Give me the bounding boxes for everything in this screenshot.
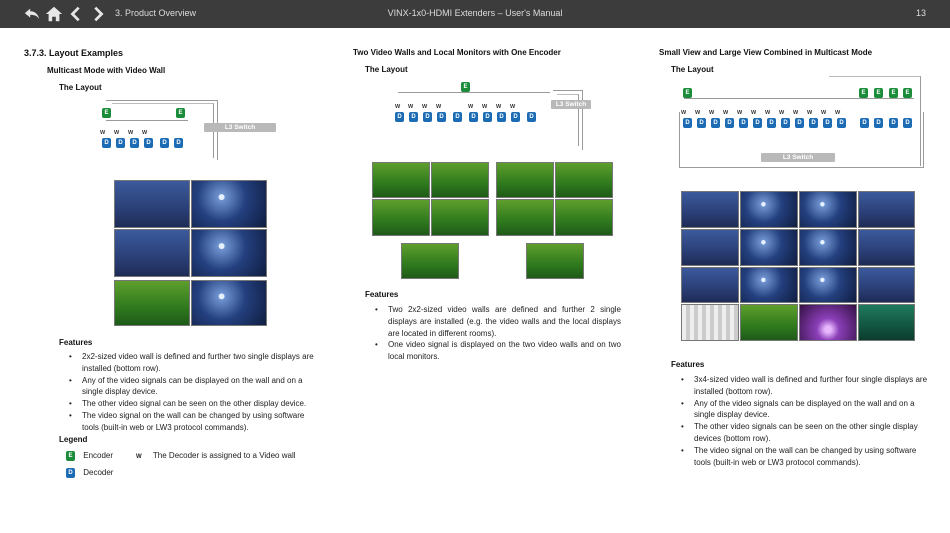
screen-tile [799, 229, 857, 266]
decoder-box: D [160, 138, 169, 148]
feature-item: • Any of the video signals can be displayed on the wall and on a single display device. [59, 375, 318, 399]
screen-tile [858, 191, 915, 228]
screen-tile [372, 199, 430, 236]
chapter-title: 3. Product Overview [115, 8, 197, 18]
decoder-box: D [753, 118, 762, 128]
screen-tile [555, 199, 613, 236]
decoder-box: D [102, 138, 111, 148]
feature-item: • One video signal is displayed on the two video walls and on two local monitors. [365, 339, 621, 363]
decoder-legend-text: Decoder [83, 468, 114, 478]
screen-tile [858, 229, 915, 266]
wall-marker: W [835, 110, 841, 116]
wall-marker: W [751, 110, 757, 116]
wall-marker: W [765, 110, 771, 116]
decoder-box: D [437, 112, 446, 122]
decoder-box: D [174, 138, 183, 148]
encoder-box: E [874, 88, 883, 98]
decoder-box: D [823, 118, 832, 128]
decoder-box: D [739, 118, 748, 128]
wall-legend-text: The Decoder is assigned to a Video wall [152, 451, 296, 460]
screen-tile [431, 162, 489, 198]
decoder-box: D [395, 112, 404, 122]
wall-marker: W [779, 110, 785, 116]
encoder-legend-text: Encoder [83, 451, 114, 461]
encoder-box: E [859, 88, 868, 98]
layout-label: The Layout [671, 65, 714, 74]
screen-tile [191, 229, 267, 277]
screen-tile [740, 304, 798, 341]
decoder-legend-box: D [66, 468, 75, 478]
screen-tile [496, 199, 554, 236]
wall-marker: W [723, 110, 729, 116]
screen-tile [526, 243, 584, 279]
wall-marker: W [422, 104, 428, 110]
feature-item: • The other video signals can be seen on the other single display devices (bottom row). [671, 421, 930, 445]
encoder-box: E [903, 88, 912, 98]
encoder-box: E [683, 88, 692, 98]
subsection-title: Small View and Large View Combined in Multicast Mode [659, 48, 873, 57]
decoder-box: D [697, 118, 706, 128]
screen-tile [191, 280, 267, 326]
screen-tile [114, 180, 190, 228]
features-heading: Features [59, 338, 93, 347]
wall-marker: W [737, 110, 743, 116]
subsection-title: Multicast Mode with Video Wall [47, 66, 166, 75]
wall-marker: W [468, 104, 474, 110]
screen-tile [858, 267, 915, 303]
wall-marker: W [142, 130, 148, 136]
decoder-box: D [683, 118, 692, 128]
screen-tile [114, 229, 190, 277]
decoder-box: D [469, 112, 478, 122]
wall-marker: W [408, 104, 414, 110]
section-heading: 3.7.3. Layout Examples [24, 48, 124, 58]
l3-switch: L3 Switch [761, 153, 835, 162]
wall-marker: W [100, 130, 106, 136]
wall-marker: W [496, 104, 502, 110]
wall-marker: W [695, 110, 701, 116]
decoder-box: D [767, 118, 776, 128]
feature-item: • Any of the video signals can be displayed on the wall and on a single display device. [671, 398, 930, 422]
screen-tile [681, 267, 739, 303]
encoder-box: E [102, 108, 111, 118]
decoder-box: D [711, 118, 720, 128]
decoder-box: D [860, 118, 869, 128]
layout-diagram [393, 82, 593, 152]
page-number: 13 [915, 8, 926, 18]
decoder-box: D [130, 138, 139, 148]
layout-label: The Layout [59, 83, 102, 92]
decoder-box: D [116, 138, 125, 148]
wall-marker: W [114, 130, 120, 136]
screen-tile [555, 162, 613, 198]
screen-tile [114, 280, 190, 326]
wall-marker: W [436, 104, 442, 110]
layout-diagram [98, 98, 278, 163]
screen-tile [372, 162, 430, 198]
decoder-box: D [809, 118, 818, 128]
encoder-box: E [176, 108, 185, 118]
l3-switch: L3 Switch [551, 100, 591, 109]
decoder-box: D [483, 112, 492, 122]
features-list [671, 374, 930, 468]
screen-tile [740, 229, 798, 266]
wall-marker: W [681, 110, 687, 116]
decoder-box: D [837, 118, 846, 128]
wall-marker: W [807, 110, 813, 116]
encoder-box: E [461, 82, 470, 92]
feature-item: • The other video signal can be seen on the other display device. [59, 398, 318, 410]
decoder-box: D [889, 118, 898, 128]
decoder-box: D [423, 112, 432, 122]
feature-item: • 3x4-sized video wall is defined and further four single displays are installed (bottom row). [671, 374, 930, 398]
feature-item: • 2x2-sized video wall is defined and further two single displays are installed (bottom row). [59, 351, 318, 375]
legend [66, 451, 326, 491]
layout-label: The Layout [365, 65, 408, 74]
screen-tile [799, 304, 857, 341]
decoder-box: D [527, 112, 536, 122]
wall-marker: W [793, 110, 799, 116]
wall-legend-marker: W [136, 454, 142, 460]
wall-marker: W [395, 104, 401, 110]
decoder-box: D [795, 118, 804, 128]
decoder-box: D [781, 118, 790, 128]
decoder-box: D [725, 118, 734, 128]
screen-tile [799, 191, 857, 228]
wall-marker: W [128, 130, 134, 136]
encoder-box: E [889, 88, 898, 98]
feature-item: • The video signal on the wall can be changed by using software tools (built-in web or LW3 protocol commands). [671, 445, 930, 469]
header-bar [0, 0, 950, 28]
screen-tile [740, 191, 798, 228]
wall-marker: W [821, 110, 827, 116]
screen-tile [496, 162, 554, 198]
layout-diagram [679, 76, 929, 171]
features-heading: Features [365, 290, 399, 299]
subsection-title: Two Video Walls and Local Monitors with One Encoder [353, 48, 561, 57]
l3-switch: L3 Switch [204, 123, 276, 132]
decoder-box: D [497, 112, 506, 122]
decoder-box: D [511, 112, 520, 122]
wall-marker: W [510, 104, 516, 110]
decoder-box: D [409, 112, 418, 122]
encoder-legend-box: E [66, 451, 75, 461]
screen-tile [681, 191, 739, 228]
features-list [59, 351, 318, 434]
screen-tile [799, 267, 857, 303]
document-title: VINX-1x0-HDMI Extenders – User's Manual [387, 8, 563, 18]
decoder-box: D [874, 118, 883, 128]
decoder-box: D [903, 118, 912, 128]
screen-tile [191, 180, 267, 228]
features-heading: Features [671, 360, 705, 369]
features-list [365, 304, 621, 363]
decoder-box: D [453, 112, 462, 122]
wall-marker: W [709, 110, 715, 116]
screen-tile [858, 304, 915, 341]
screen-tile [740, 267, 798, 303]
legend-heading: Legend [59, 435, 88, 444]
screen-tile [681, 229, 739, 266]
feature-item: • The video signal on the wall can be changed by using software tools (built-in web or LW3 protocol commands). [59, 410, 318, 434]
decoder-box: D [144, 138, 153, 148]
feature-item: • Two 2x2-sized video walls are defined and further 2 single displays are installed (e.g. the video walls and the local displays are located in different rooms). [365, 304, 621, 339]
wall-marker: W [482, 104, 488, 110]
screen-tile [681, 304, 739, 341]
screen-tile [401, 243, 459, 279]
screen-tile [431, 199, 489, 236]
